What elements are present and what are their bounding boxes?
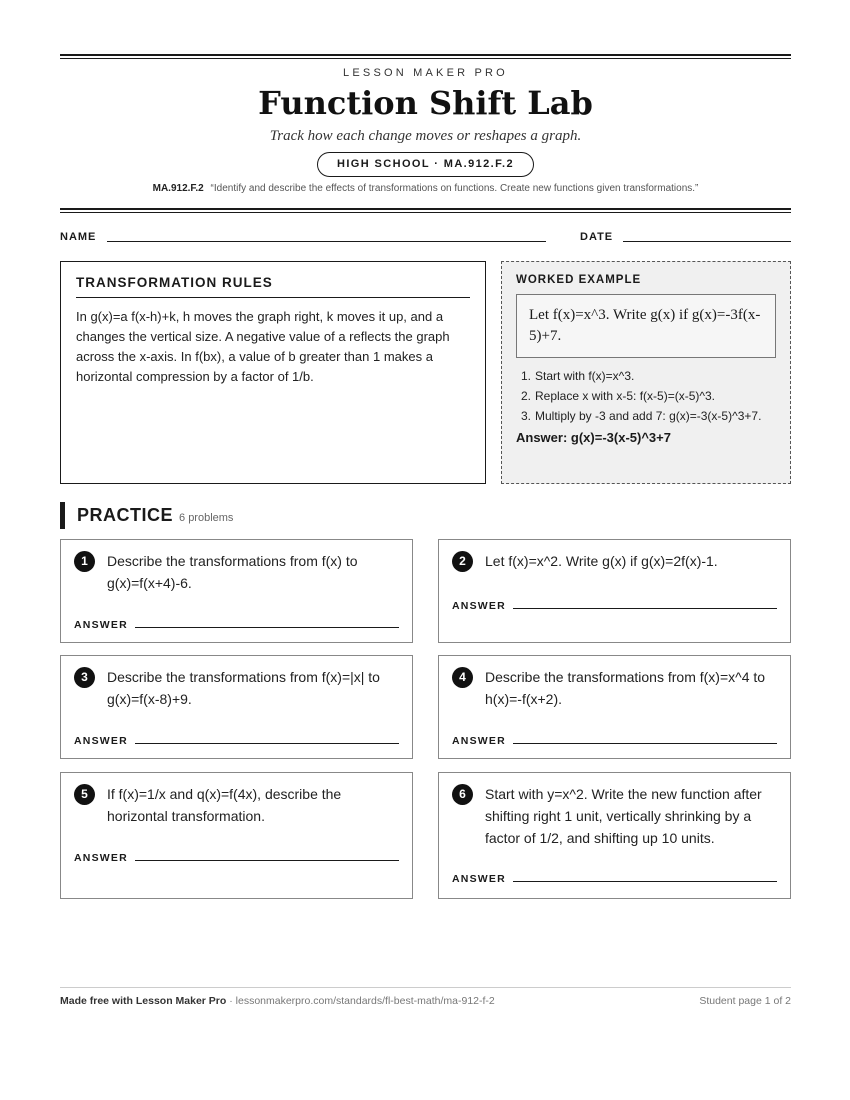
answer-row: [74, 619, 399, 631]
problem-number-badge: 6: [452, 784, 473, 805]
example-answer: Answer: g(x)=-3(x-5)^3+7: [516, 430, 671, 445]
header-bottom-rule: [60, 208, 791, 213]
problem-number-badge: 1: [74, 551, 95, 572]
answer-line[interactable]: [135, 743, 399, 744]
problem-card-6: [438, 772, 791, 899]
answer-label: ANSWER: [74, 852, 128, 864]
problem-prompt: Describe the transformations from f(x)=|x| to g(x)=f(x-8)+9.: [107, 669, 380, 707]
answer-line[interactable]: [135, 627, 399, 628]
footer-credit: [60, 995, 495, 1007]
example-prompt: Let f(x)=x^3. Write g(x) if g(x)=-3f(x-5)+7.: [516, 294, 776, 358]
problem-prompt: Start with y=x^2. Write the new function after shifting right 1 unit, vertically shrinking by a factor of 1/2, and shifting up 10 units.: [485, 786, 762, 846]
brand-name: LESSON MAKER PRO: [343, 67, 508, 79]
answer-label: ANSWER: [452, 735, 506, 747]
example-step: 3. Multiply by -3 and add 7: g(x)=-3(x-5)^3+7.: [521, 409, 762, 423]
rules-text: In g(x)=a f(x-h)+k, h moves the graph right, k moves it up, and a changes the vertical size. A negative value of a reflects the graph across the x-axis. In f(bx), a value of b greater than 1 makes a horizontal compression by a factor of 1/b.: [76, 309, 450, 384]
name-field-line[interactable]: [107, 241, 546, 242]
answer-line[interactable]: [135, 860, 399, 861]
answer-label: ANSWER: [74, 735, 128, 747]
answer-row: [74, 852, 399, 864]
problem-prompt: Let f(x)=x^2. Write g(x) if g(x)=2f(x)-1.: [485, 553, 718, 569]
problem-number-badge: 3: [74, 667, 95, 688]
practice-heading: [60, 502, 233, 529]
page-subtitle: Track how each change moves or reshapes a graph.: [269, 128, 582, 144]
answer-line[interactable]: [513, 743, 777, 744]
footer-rule: [60, 987, 791, 988]
problem-prompt: If f(x)=1/x and q(x)=f(4x), describe the horizontal transformation.: [107, 786, 342, 824]
problem-card-3: [60, 655, 413, 759]
answer-row: [74, 735, 399, 747]
rules-heading: TRANSFORMATION RULES: [76, 275, 470, 298]
problem-card-5: [60, 772, 413, 899]
answer-label: ANSWER: [452, 873, 506, 885]
example-steps: [516, 366, 776, 426]
answer-row: [452, 600, 777, 612]
answer-line[interactable]: [513, 608, 777, 609]
footer-page-number: Student page 1 of 2: [699, 995, 791, 1007]
problem-number-badge: 5: [74, 784, 95, 805]
worksheet-page: [60, 0, 791, 1100]
problem-card-1: [60, 539, 413, 643]
standard-code: MA.912.F.2: [152, 183, 204, 194]
standard-text: “Identify and describe the effects of transformations on functions. Create new functions given transformations.”: [210, 183, 699, 194]
problem-prompt: Describe the transformations from f(x) to g(x)=f(x+4)-6.: [107, 553, 358, 591]
problem-number-badge: 4: [452, 667, 473, 688]
date-label: DATE: [580, 231, 614, 243]
answer-label: ANSWER: [74, 619, 128, 631]
example-step: 2. Replace x with x-5: f(x-5)=(x-5)^3.: [521, 389, 716, 403]
example-step: 1. Start with f(x)=x^3.: [521, 369, 635, 383]
practice-count: 6 problems: [179, 512, 234, 524]
answer-row: [452, 873, 777, 885]
footer-url[interactable]: · lessonmakerpro.com/standards/fl-best-math/ma-912-f-2: [226, 995, 495, 1007]
page-title: Function Shift Lab: [258, 84, 593, 122]
problem-card-4: [438, 655, 791, 759]
date-field-line[interactable]: [623, 241, 791, 242]
answer-row: [452, 735, 777, 747]
problem-card-2: [438, 539, 791, 643]
worked-example-box: [501, 261, 791, 484]
problem-prompt: Describe the transformations from f(x)=x^4 to h(x)=-f(x+2).: [485, 669, 766, 707]
transformation-rules-box: [60, 261, 486, 484]
footer-brand: Made free with Lesson Maker Pro: [60, 995, 227, 1007]
header-top-rule: [60, 54, 791, 59]
name-label: NAME: [60, 231, 97, 243]
problem-number-badge: 2: [452, 551, 473, 572]
example-heading: WORKED EXAMPLE: [516, 274, 642, 286]
answer-line[interactable]: [513, 881, 777, 882]
answer-label: ANSWER: [452, 600, 506, 612]
level-badge: HIGH SCHOOL · MA.912.F.2: [317, 152, 534, 177]
practice-title: PRACTICE: [77, 505, 174, 525]
standard-description: [60, 183, 791, 194]
